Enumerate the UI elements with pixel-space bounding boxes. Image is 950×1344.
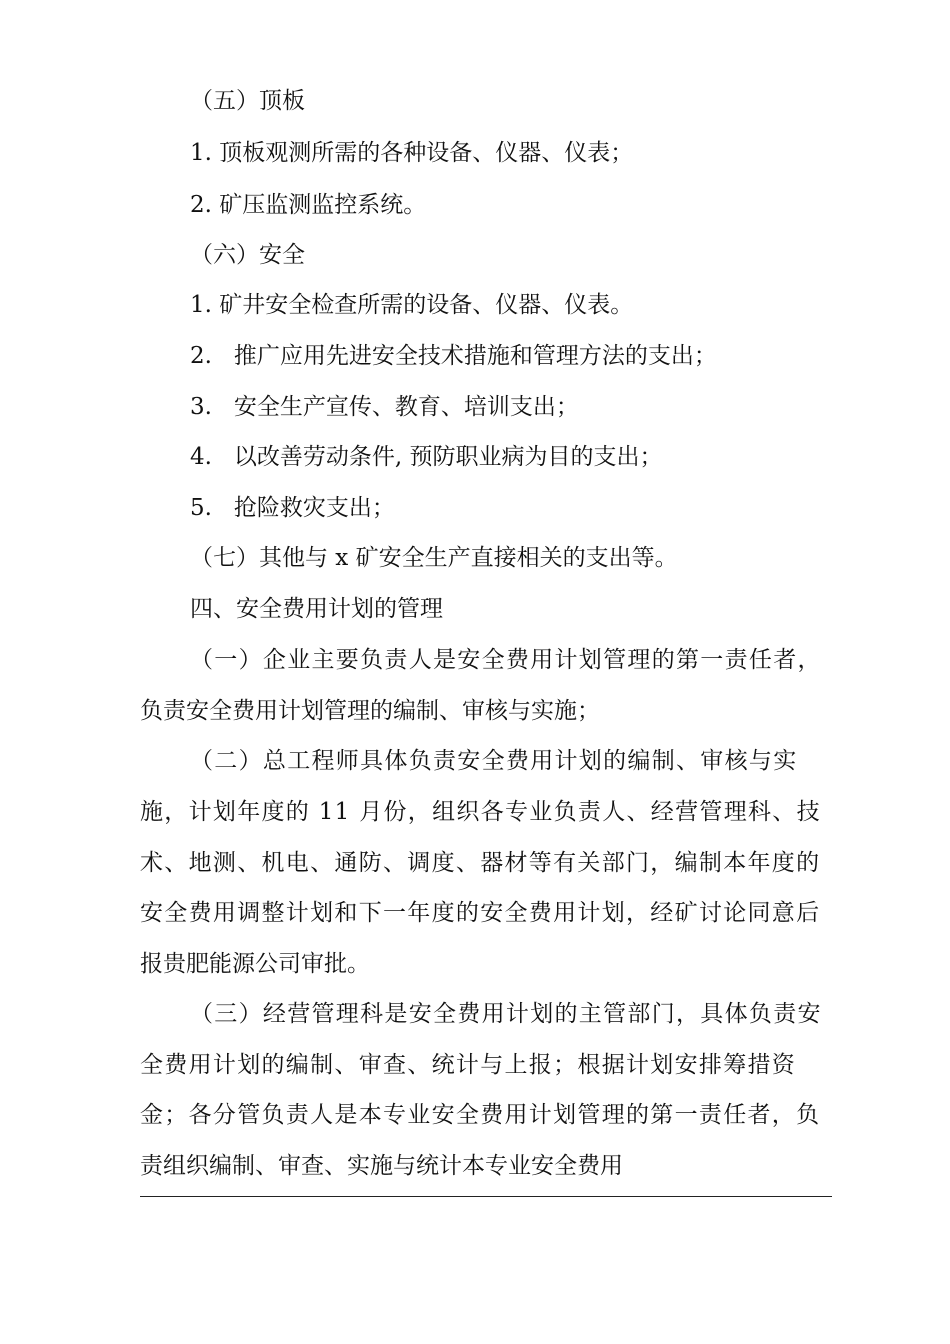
paragraph-line: （二）总工程师具体负责安全费用计划的编制、审核与实 [190, 748, 798, 774]
list-item: 4. 以改善劳动条件, 预防职业病为目的支出； [190, 444, 663, 470]
paragraph-line: （三）经营管理科是安全费用计划的主管部门，具体负责安 [190, 1001, 822, 1027]
list-item: 2. 矿压监测监控系统。 [190, 192, 427, 218]
list-item: 5. 抢险救灾支出； [190, 495, 395, 521]
paragraph-line: 报贵肥能源公司审批。 [140, 951, 370, 977]
paragraph-line: 施，计划年度的 11 月份，组织各专业负责人、经营管理科、技 [140, 799, 821, 825]
paragraph-line: 责组织编制、审查、实施与统计本专业安全费用 [140, 1153, 623, 1179]
footer-divider [140, 1196, 832, 1197]
paragraph-line: 负责安全费用计划管理的编制、审核与实施； [140, 698, 600, 724]
section-heading-safety: （六）安全 [190, 242, 305, 268]
paragraph-line: 安全费用调整计划和下一年度的安全费用计划，经矿讨论同意后 [140, 900, 821, 926]
section-heading-roof: （五）顶板 [190, 88, 305, 114]
list-item: 1. 顶板观测所需的各种设备、仪器、仪表； [190, 140, 634, 166]
paragraph-line: （一）企业主要负责人是安全费用计划管理的第一责任者， [190, 647, 822, 673]
chapter-heading: 四、安全费用计划的管理 [190, 596, 443, 622]
paragraph-line: 术、地测、机电、通防、调度、器材等有关部门，编制本年度的 [140, 850, 821, 876]
paragraph-line: 金；各分管负责人是本专业安全费用计划管理的第一责任者，负 [140, 1102, 821, 1128]
section-heading-other: （七）其他与 x 矿安全生产直接相关的支出等。 [190, 545, 678, 571]
paragraph-line: 全费用计划的编制、审查、统计与上报；根据计划安排筹措资 [140, 1052, 797, 1078]
list-item: 3. 安全生产宣传、教育、培训支出； [190, 394, 579, 420]
list-item: 1. 矿井安全检查所需的设备、仪器、仪表。 [190, 292, 634, 318]
list-item: 2. 推广应用先进安全技术措施和管理方法的支出； [190, 343, 717, 369]
